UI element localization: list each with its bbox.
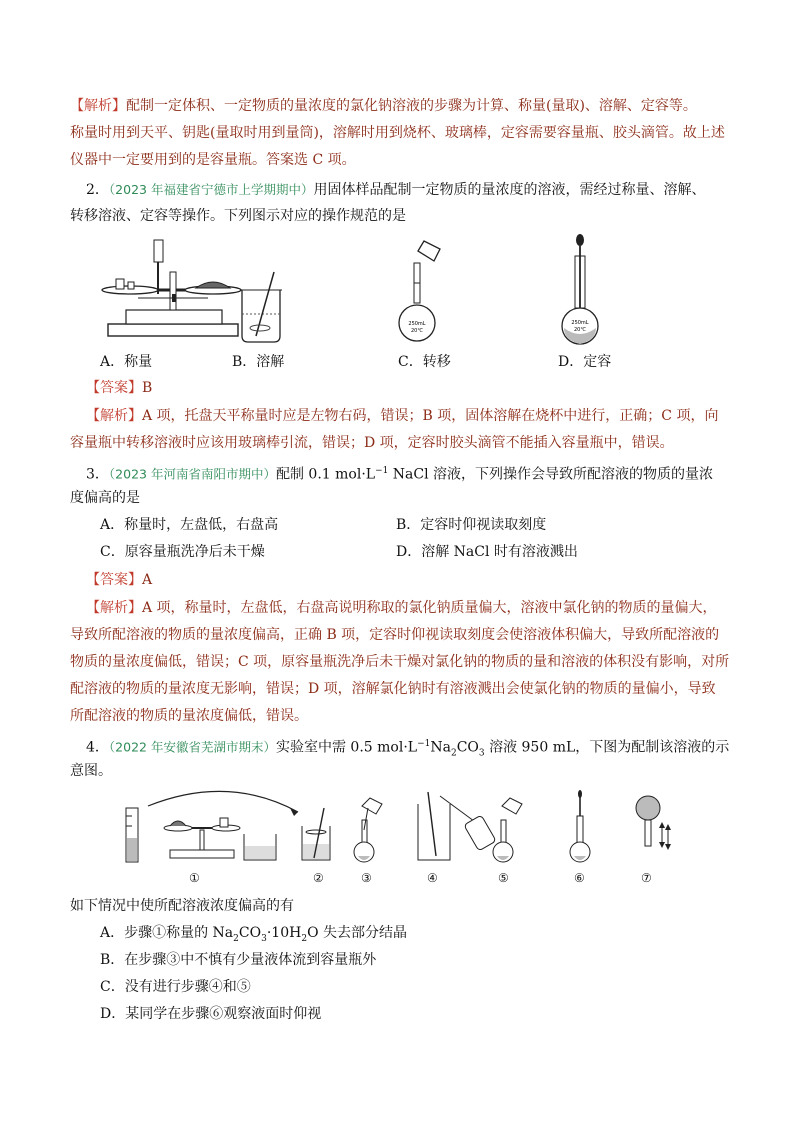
step-4-label: ④ bbox=[427, 871, 438, 885]
flask-label-temp: 20℃ bbox=[411, 328, 423, 334]
q4-stem-line-1: 4．（2022 年安徽省芜湖市期末）实验室中需 0.5 $mol\cdot L^{-1}Na_2CO_3$ 溶液 950 mL，下图为配制该溶液的示 bbox=[86, 739, 730, 759]
volumetric-flask-dropper-figure bbox=[560, 232, 600, 348]
q3-answer: 【答案】A bbox=[86, 572, 153, 588]
q3-stem-line-2: 度偏高的是 bbox=[70, 490, 140, 506]
solution-preparation-steps-figure bbox=[118, 786, 688, 866]
q3-analysis-line-1: 【解析】A 项，称量时，左盘低，右盘高说明称取的氯化钠质量偏大，溶液中氯化钠的物质的量偏大， bbox=[86, 600, 717, 616]
beaker-dissolve-figure bbox=[236, 270, 286, 346]
balance-weighing-figure bbox=[98, 232, 248, 344]
q3-option-b: B．定容时仰视读取刻度 bbox=[396, 517, 547, 533]
q4-question: 如下情况中使所配溶液浓度偏高的有 bbox=[70, 898, 294, 914]
q3-analysis-line-2: 导致所配溶液的物质的量浓度偏高，正确 B 项，定容时仰视读取刻度会使溶液体积偏大，导致所配溶液的 bbox=[70, 627, 720, 643]
q4-option-c: C．没有进行步骤④和⑤ bbox=[100, 979, 251, 995]
flask-label-volume: 250mL bbox=[408, 321, 426, 327]
step-1-label: ① bbox=[189, 871, 200, 885]
step-2-label: ② bbox=[313, 871, 324, 885]
q2-analysis-line-2: 容量瓶中转移溶液时应该用玻璃棒引流，错误；D 项，定容时胶头滴管不能插入容量瓶中，错误。 bbox=[70, 435, 674, 451]
q2-source: （2023 年福建省宁德市上学期期中） bbox=[108, 182, 314, 197]
q3-analysis-line-3: 物质的量浓度偏低，错误；C 项，原容量瓶洗净后未干燥对氯化钠的物质的量和溶液的体积没有影响，对所 bbox=[70, 654, 730, 670]
q2-analysis-line-1: 【解析】A 项，托盘天平称量时应是左物右码，错误；B 项，固体溶解在烧杯中进行，正确；C 项，向 bbox=[86, 408, 719, 424]
q4-option-a: A．步骤①称量的 $Na_2CO_3\cdot 10H_2O$ 失去部分结晶 bbox=[100, 925, 407, 944]
q3-option-d: D．溶解 NaCl 时有溶液溅出 bbox=[396, 544, 578, 560]
q1-analysis-line-1: 【解析】配制一定体积、一定物质的量浓度的氯化钠溶液的步骤为计算、称量(量取)、溶解、定容等。 bbox=[70, 98, 697, 114]
volumetric-flask-transfer-figure bbox=[394, 237, 444, 347]
q2-stem-line-1: 2．（2023 年福建省宁德市上学期期中）用固体样品配制一定物质的量浓度的溶液，需经过称量、溶解、 bbox=[86, 182, 706, 198]
step-5-label: ⑤ bbox=[498, 871, 509, 885]
option-d-label: D．定容 bbox=[558, 354, 612, 370]
q3-option-c: C．原容量瓶洗净后未干燥 bbox=[100, 544, 265, 560]
q4-option-d: D．某同学在步骤⑥观察液面时仰视 bbox=[100, 1006, 322, 1022]
flask-label-volume-2: 250mL bbox=[571, 320, 589, 326]
analysis-tag: 【解析】 bbox=[70, 98, 126, 114]
flask-label-temp-2: 20℃ bbox=[574, 327, 586, 333]
q4-stem-line-2: 意图。 bbox=[70, 763, 112, 779]
q2-answer: 【答案】B bbox=[86, 380, 153, 396]
q3-stem-line-1: 3．（2023 年河南省南阳市期中）配制 0.1 $mol\cdot L^{-1}$ NaCl 溶液，下列操作会导致所配溶液的物质的量浓 bbox=[86, 466, 714, 483]
q4-option-b: B．在步骤③中不慎有少量液体流到容量瓶外 bbox=[100, 952, 377, 968]
step-3-label: ③ bbox=[361, 871, 372, 885]
q1-analysis-line-2: 称量时用到天平、钥匙(量取时用到量筒)，溶解时用到烧杯、玻璃棒，定容需要容量瓶、胶头滴管。故上述 bbox=[70, 125, 725, 141]
step-7-label: ⑦ bbox=[641, 871, 652, 885]
step-6-label: ⑥ bbox=[574, 871, 585, 885]
q2-stem-line-2: 转移溶液、定容等操作。下列图示对应的操作规范的是 bbox=[70, 208, 406, 224]
option-b-label: B．溶解 bbox=[232, 354, 285, 370]
q3-analysis-line-5: 所配溶液的物质的量浓度偏低，错误。 bbox=[70, 708, 308, 724]
q4-source: （2022 年安徽省芜湖市期末） bbox=[108, 739, 276, 755]
q3-source: （2023 年河南省南阳市期中） bbox=[108, 466, 276, 482]
q1-analysis-line-3: 仪器中一定要用到的是容量瓶。答案选 C 项。 bbox=[70, 152, 356, 168]
q3-analysis-line-4: 配溶液的物质的量浓度无影响，错误；D 项，溶解氯化钠时有溶液溅出会使氯化钠的物质的量偏小，导致 bbox=[70, 681, 716, 697]
q3-option-a: A．称量时，左盘低，右盘高 bbox=[100, 517, 279, 533]
option-c-label: C．转移 bbox=[398, 354, 451, 370]
option-a-label: A．称量 bbox=[100, 354, 153, 370]
